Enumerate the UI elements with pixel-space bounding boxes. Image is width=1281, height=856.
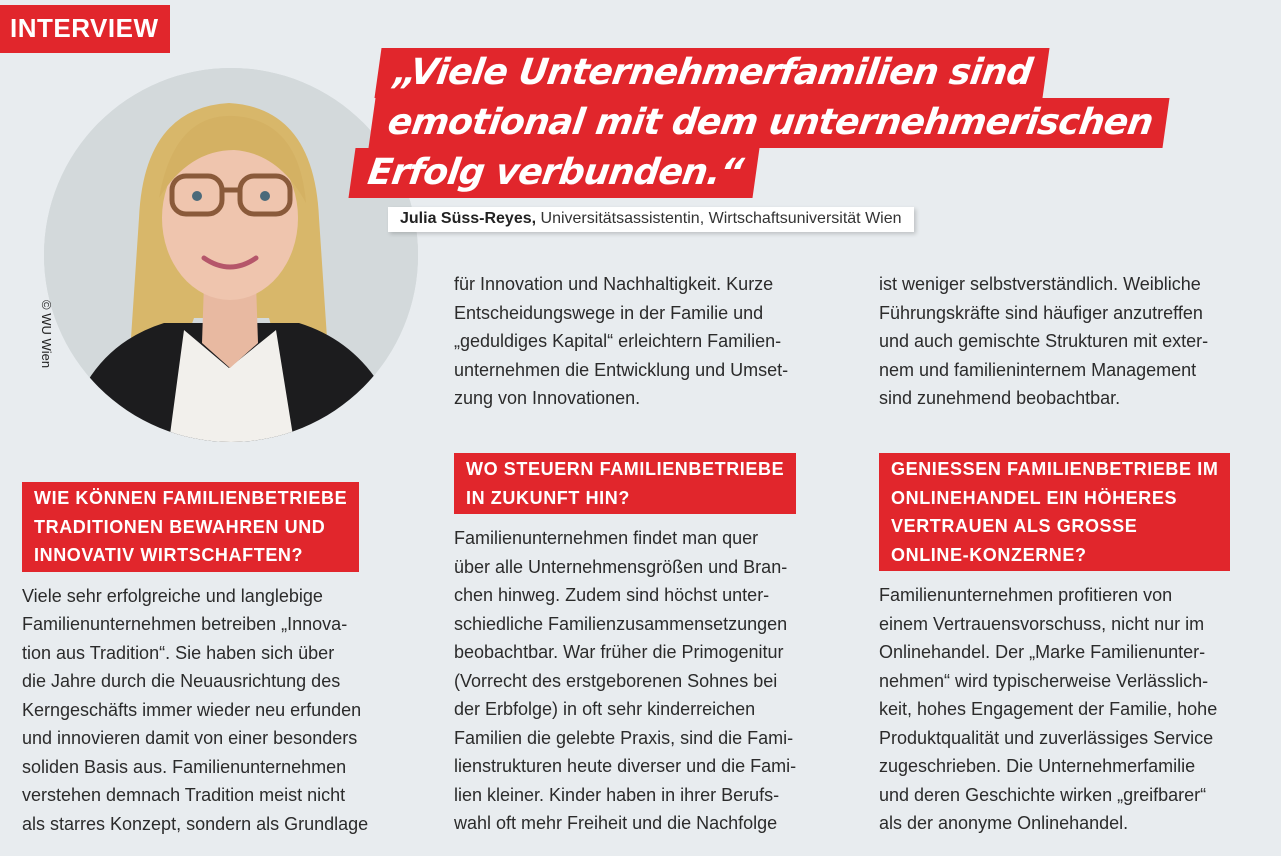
heading-line: WIE KÖNNEN FAMILIENBETRIEBE — [34, 488, 348, 508]
text-line: tion aus Tradition“. Sie haben sich über — [22, 642, 335, 663]
text-line: zung von Innovationen. — [454, 388, 641, 408]
text-line: schiedliche Familienzusammensetzungen — [454, 613, 788, 634]
text-line: Viele sehr erfolgreiche und langlebige — [22, 585, 323, 606]
text-line: lien kleiner. Kinder haben in ihrer Berufs- — [454, 784, 780, 805]
text-line: Onlinehandel. Der „Marke Familienunter- — [879, 642, 1206, 662]
text-line: Entscheidungswege in der Familie und — [454, 302, 764, 323]
attribution-name: Julia Süss-Reyes, — [400, 210, 537, 227]
text-line: als starres Konzept, sondern als Grundlage — [22, 813, 369, 834]
section-heading — [454, 453, 796, 514]
heading-line: TRADITIONEN BEWAHREN UND — [34, 516, 326, 537]
text-line: für Innovation und Nachhaltigkeit. Kurze — [454, 274, 774, 294]
photo-credit: © WU Wien — [39, 300, 54, 369]
text-line: keit, hohes Engagement der Familie, hohe — [879, 699, 1218, 719]
text-line: (Vorrecht des erstgeborenen Sohnes bei — [454, 670, 778, 691]
heading-line: ONLINE-KONZERNE? — [891, 544, 1087, 565]
text-line: Familienunternehmen betreiben „Innova- — [22, 614, 348, 634]
section-tradition — [22, 482, 442, 838]
text-line: chen hinweg. Zudem sind höchst unter- — [454, 585, 770, 605]
text-line: sind zunehmend beobachtbar. — [879, 388, 1121, 408]
heading-line: GENIESSEN FAMILIENBETRIEBE IM — [891, 459, 1219, 479]
text-line: und innovieren damit von einer besonders — [22, 728, 358, 748]
text-line: einem Vertrauensvorschuss, nicht nur im — [879, 613, 1205, 634]
text-line: über alle Unternehmensgrößen und Bran- — [454, 556, 788, 577]
quote-line: emotional mit dem unternehmerischen — [368, 98, 1169, 148]
text-line: unternehmen die Entwicklung und Umset- — [454, 359, 789, 380]
section-tag: INTERVIEW — [0, 5, 170, 53]
text-line: Kerngeschäfts immer wieder neu erfunden — [22, 699, 362, 720]
text-line: Familienunternehmen findet man quer — [454, 528, 759, 548]
text-line: ist weniger selbstverständlich. Weibliche — [879, 274, 1201, 294]
attribution-role: Universitätsassistentin, Wirtschaftsuniversität Wien — [536, 210, 902, 227]
text-line: und auch gemischte Strukturen mit exter- — [879, 331, 1209, 351]
text-line: die Jahre durch die Neuausrichtung des — [22, 671, 341, 691]
text-line: soliden Basis aus. Familienunternehmen — [22, 756, 347, 777]
text-line: Familien die gelebte Praxis, sind die Fami- — [454, 727, 794, 748]
text-line: Führungskräfte sind häufiger anzutreffen — [879, 302, 1203, 323]
text-line: und deren Geschichte wirken „greifbarer“ — [879, 784, 1207, 805]
text-line: nem und familieninternem Management — [879, 359, 1197, 380]
text-line: verstehen demnach Tradition meist nicht — [22, 785, 346, 805]
section-future — [454, 453, 864, 838]
section-online-trust — [879, 453, 1279, 838]
column-3-intro — [879, 270, 1279, 413]
section-heading — [879, 453, 1230, 571]
quote-attribution — [388, 207, 914, 232]
text-line: wahl oft mehr Freiheit und die Nachfolge — [454, 813, 778, 833]
quote-line: „Viele Unternehmerfamilien sind — [374, 48, 1049, 98]
heading-line: IN ZUKUNFT HIN? — [466, 487, 630, 508]
text-line: der Erbfolge) in oft sehr kinderreichen — [454, 699, 756, 719]
heading-line: WO STEUERN FAMILIENBETRIEBE — [466, 459, 785, 479]
heading-line: VERTRAUEN ALS GROSSE — [891, 516, 1138, 536]
text-line: Familienunternehmen profitieren von — [879, 585, 1173, 605]
text-line: Produktqualität und zuverlässiges Service — [879, 727, 1214, 748]
heading-line: ONLINEHANDEL EIN HÖHERES — [891, 487, 1178, 508]
heading-line: INNOVATIV WIRTSCHAFTEN? — [34, 545, 304, 565]
section-heading — [22, 482, 359, 572]
text-line: nehmen“ wird typischerweise Verlässlich- — [879, 670, 1209, 691]
text-line: zugeschrieben. Die Unternehmerfamilie — [879, 756, 1196, 776]
text-line: lienstrukturen heute diverser und die Fami- — [454, 756, 797, 776]
text-line: beobachtbar. War früher die Primogenitur — [454, 642, 784, 662]
quote-line: Erfolg verbunden.“ — [348, 148, 759, 198]
text-line: „geduldiges Kapital“ erleichtern Familien- — [454, 331, 782, 351]
text-line: als der anonyme Onlinehandel. — [879, 813, 1129, 833]
pull-quote — [352, 48, 1166, 198]
column-2-intro — [454, 270, 864, 413]
